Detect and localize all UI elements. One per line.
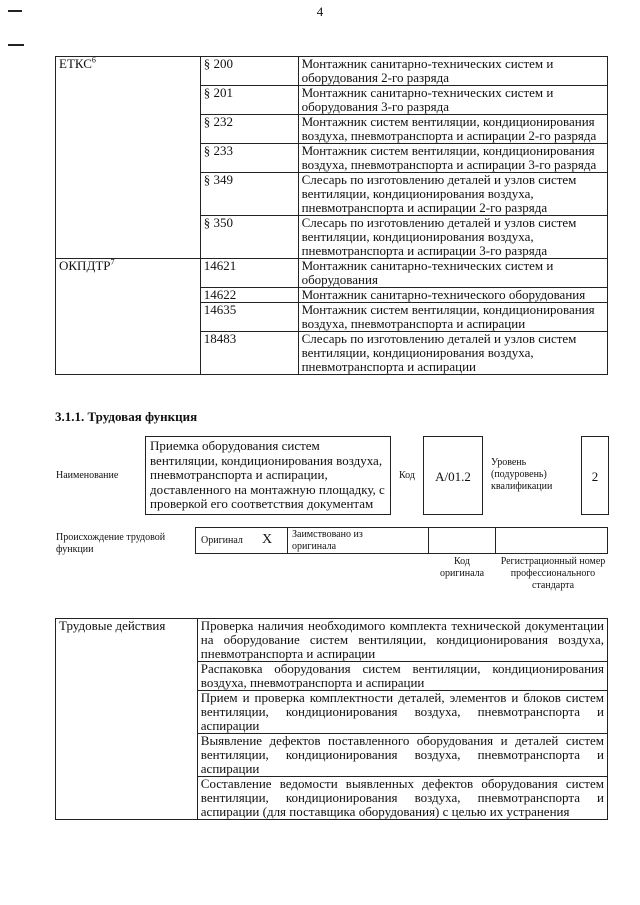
code-original-label: Код оригинала bbox=[439, 556, 485, 579]
reference-title: Монтажник систем вентиляции, кондиционирования воздуха, пневмотранспорта и аспирации bbox=[298, 303, 607, 332]
labor-action-item: Распаковка оборудования систем вентиляции, кондиционирования воздуха, пневмотранспорта и аспирации bbox=[197, 662, 607, 691]
labor-action-item: Прием и проверка комплектности деталей, элементов и блоков систем вентиляции, кондиционирования воздуха, пневмотранспорта и аспирации bbox=[197, 691, 607, 734]
reference-code: 14621 bbox=[200, 259, 298, 288]
labor-action-row bbox=[56, 619, 608, 662]
function-code-box bbox=[423, 436, 483, 515]
reference-code: § 349 bbox=[200, 173, 298, 216]
scan-mark bbox=[8, 44, 24, 46]
classifier-cell bbox=[56, 57, 201, 259]
origin-divider bbox=[428, 527, 429, 554]
reference-title: Слесарь по изготовлению деталей и узлов систем вентиляции, кондиционирования воздуха, пневмотранспорта и аспирации bbox=[298, 332, 607, 375]
borrowed-label: Заимствовано из оригинала bbox=[292, 529, 363, 552]
function-code: A/01.2 bbox=[435, 469, 471, 484]
page-number: 4 bbox=[316, 4, 324, 19]
reference-row bbox=[56, 57, 608, 86]
classifier-name: ЕТКС bbox=[59, 56, 92, 71]
reference-code: 14635 bbox=[200, 303, 298, 332]
level-label: Уровень (подуровень) квалификации bbox=[491, 457, 553, 492]
reference-code: 18483 bbox=[200, 332, 298, 375]
reference-title: Монтажник систем вентиляции, кондиционирования воздуха, пневмотранспорта и аспирации 2-го разряда bbox=[298, 115, 607, 144]
reference-code: § 201 bbox=[200, 86, 298, 115]
reference-title: Монтажник санитарно-технических систем и оборудования bbox=[298, 259, 607, 288]
reference-title: Монтажник санитарно-технических систем и оборудования 3-го разряда bbox=[298, 86, 607, 115]
footnote-ref: 6 bbox=[91, 55, 96, 65]
reference-title: Монтажник систем вентиляции, кондиционирования воздуха, пневмотранспорта и аспирации 3-го разряда bbox=[298, 144, 607, 173]
function-name-box bbox=[145, 436, 391, 515]
reg-number-label: Регистрационный номер профессионального стандарта bbox=[500, 556, 606, 591]
reference-code: § 233 bbox=[200, 144, 298, 173]
reference-table bbox=[55, 56, 608, 375]
origin-label: Происхождение трудовой функции bbox=[56, 532, 166, 555]
reference-row bbox=[56, 259, 608, 288]
labor-action-item: Составление ведомости выявленных дефектов оборудования систем вентиляции, кондиционирования воздуха, пневмотранспорта и аспирации (для поставщика оборудования) с целью их устранения bbox=[197, 777, 607, 820]
origin-divider bbox=[495, 527, 496, 554]
classifier-name: ОКПДТР bbox=[59, 258, 111, 273]
labor-actions-table bbox=[55, 618, 608, 820]
origin-divider bbox=[287, 527, 288, 554]
reference-code: § 200 bbox=[200, 57, 298, 86]
reference-code: § 350 bbox=[200, 216, 298, 259]
origin-table bbox=[195, 527, 608, 554]
function-name: Приемка оборудования систем вентиляции, кондиционирования воздуха, пневмотранспорта и аспирации, доставленного на монтажную площадку, с проверкой его соответствия документам bbox=[150, 438, 385, 511]
reference-code: 14622 bbox=[200, 288, 298, 303]
labor-actions-label: Трудовые действия bbox=[56, 619, 198, 820]
reference-title: Монтажник санитарно-технических систем и оборудования 2-го разряда bbox=[298, 57, 607, 86]
reference-code: § 232 bbox=[200, 115, 298, 144]
name-label: Наименование bbox=[56, 470, 119, 481]
footnote-ref: 7 bbox=[110, 257, 115, 267]
reference-title: Монтажник санитарно-технического оборудования bbox=[298, 288, 607, 303]
section-title: 3.1.1. Трудовая функция bbox=[55, 409, 198, 424]
original-mark: X bbox=[262, 532, 273, 547]
reference-title: Слесарь по изготовлению деталей и узлов систем вентиляции, кондиционирования воздуха, пневмотранспорта и аспирации 2-го разряда bbox=[298, 173, 607, 216]
classifier-cell bbox=[56, 259, 201, 375]
level-box bbox=[581, 436, 609, 515]
code-label: Код bbox=[399, 470, 415, 481]
reference-title: Слесарь по изготовлению деталей и узлов систем вентиляции, кондиционирования воздуха, пневмотранспорта и аспирации 3-го разряда bbox=[298, 216, 607, 259]
labor-action-item: Проверка наличия необходимого комплекта технической документации на оборудование систем вентиляции, кондиционирования воздуха, пневмотранспорта и аспирации bbox=[197, 619, 607, 662]
original-label: Оригинал bbox=[201, 535, 243, 546]
level-value: 2 bbox=[591, 469, 599, 484]
labor-action-item: Выявление дефектов поставленного оборудования и деталей систем вентиляции, кондиционирования воздуха, пневмотранспорта и аспирации bbox=[197, 734, 607, 777]
